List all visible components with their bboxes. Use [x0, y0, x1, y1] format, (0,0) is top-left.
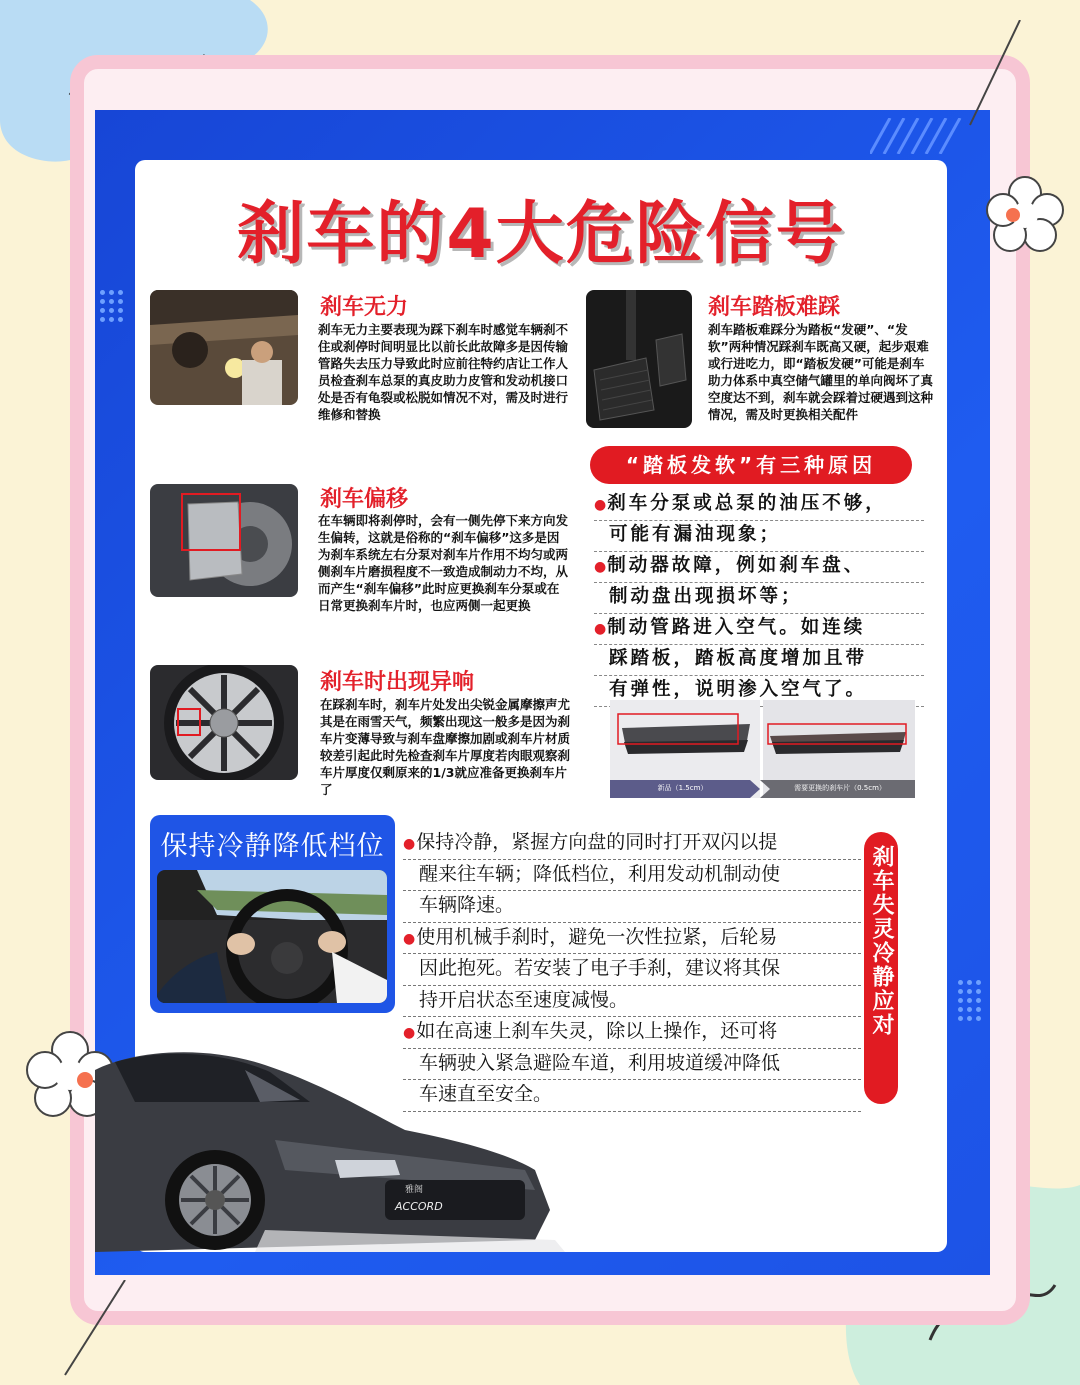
calm-line: ●如在高速上刹车失灵，除以上操作，还可将 [403, 1017, 861, 1049]
bullet-icon: ● [594, 621, 607, 637]
diagonal-stripes-decoration [870, 118, 970, 154]
wheel-rim-photo [150, 665, 298, 780]
pad-caption-worn: 需要更换的刹车片（0.5cm） [794, 784, 886, 792]
soft-pedal-banner: “踏板发软”有三种原因 [590, 446, 912, 484]
calm-line: 醒来往车辆；降低档位，利用发动机制动使 [403, 860, 861, 892]
section-body-hard-pedal: 刹车踏板难踩分为踏板“发硬”、“发软”两种情况踩刹车既高又硬，起步艰难或行进吃力，即“踏板发硬”可能是刹车助力体系中真空储气罐里的单向阀坏了真空度达不到，刹车就会踩着过硬遇到这种情况，需及时更换相关配件 [708, 322, 934, 422]
section-title-brake-noise: 刹车时出现异响 [320, 670, 475, 695]
steering-wheel-photo [157, 870, 387, 1003]
section-body-weak-brake: 刹车无力主要表现为踩下刹车时感觉车辆刹不住或刹停时间明显比以前长此故障多是因传输管路失去压力导致此时应前往特约店让工作人员检查刹车总泵的真皮助力皮管和发动机接口处是否有龟裂或松脱如情况不对，需及时进行维修和替换 [318, 322, 569, 422]
bullet-icon: ● [403, 836, 416, 852]
side-tab-label: 刹车失灵冷静应对 [869, 845, 894, 1037]
mechanic-under-car-photo [150, 290, 298, 405]
calm-line: 车辆驶入紧急避险车道，利用坡道缓冲降低 [403, 1049, 861, 1081]
reason-line: ●制动器故障，例如刹车盘、 [594, 552, 924, 583]
dot-grid-decoration [958, 980, 981, 1021]
calm-line: 车辆降速。 [403, 891, 861, 923]
section-title-weak-brake: 刹车无力 [320, 295, 409, 320]
reason-line: 踩踏板，踏板高度增加且带 [594, 645, 924, 676]
pad-caption-new: 新品（1.5cm） [657, 784, 708, 792]
reason-line: ●制动管路进入空气。如连续 [594, 614, 924, 645]
reason-line: 制动盘出现损坏等； [594, 583, 924, 614]
car-illustration [95, 1040, 565, 1252]
brake-pad-comparison [610, 700, 915, 798]
section-body-brake-noise: 在踩刹车时，刹车片处发出尖锐金属摩擦声尤其是在雨雪天气，频繁出现这一般多是因为刹车片变薄导致与刹车盘摩擦加剧或刹车片材质较差引起此时先检查刹车片厚度若肉眼观察刹车片厚度仅剩原来的1/3就应准备更换刹车片了 [320, 697, 571, 797]
brake-pedal-photo [586, 290, 692, 428]
bullet-icon: ● [403, 930, 416, 947]
calm-line: 因此抱死。若安装了电子手刹，建议将其保 [403, 954, 861, 986]
section-title-brake-pull: 刹车偏移 [320, 487, 409, 512]
flower-icon [985, 175, 1065, 255]
calm-line: ●保持冷静，紧握方向盘的同时打开双闪以提 [403, 828, 861, 860]
diagonal-line-decoration [965, 20, 1025, 130]
calm-line: 车速直至安全。 [403, 1080, 861, 1112]
calm-title: 保持冷静降低档位 [160, 831, 385, 862]
bullet-icon: ● [403, 1025, 416, 1041]
bullet-icon: ● [594, 559, 607, 575]
section-title-hard-pedal: 刹车踏板难踩 [708, 295, 841, 320]
reason-line: ●刹车分泵或总泵的油压不够， [594, 490, 924, 521]
page-title: 刹车的4大危险信号 [236, 195, 846, 274]
car-model-label: ACCORD [395, 1200, 443, 1213]
calm-line: 持开启状态至速度减慢。 [403, 986, 861, 1018]
reason-line: 可能有漏油现象； [594, 521, 924, 552]
soft-pedal-reasons [594, 490, 924, 707]
diagonal-line-decoration [60, 1280, 130, 1380]
reason-line: 有弹性，说明渗入空气了。 [594, 676, 924, 707]
dot-grid-decoration [100, 290, 123, 322]
car-badge: 雅阁 [405, 1185, 424, 1195]
brake-caliper-photo [150, 484, 298, 597]
calm-line: ●使用机械手刹时，避免一次性拉紧，后轮易 [403, 923, 861, 955]
bullet-icon: ● [594, 497, 607, 513]
section-body-brake-pull: 在车辆即将刹停时，会有一侧先停下来方向发生偏转，这就是俗称的“刹车偏移”这多是因为刹车系统左右分泵对刹车片作用不均匀或两侧刹车片磨损程度不一致造成制动力不均，从而产生“刹车偏移”此时应更换刹车分泵或在日常更换刹车片时，也应两侧一起更换 [318, 513, 569, 613]
